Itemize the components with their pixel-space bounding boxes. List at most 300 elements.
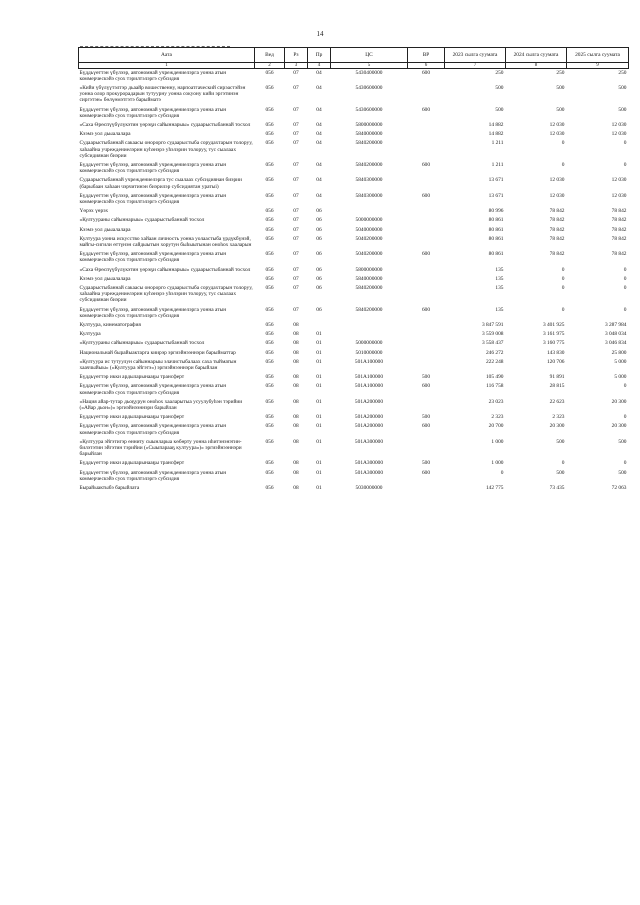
row-ved: 056 (265, 414, 274, 421)
row-pr: 01 (316, 414, 322, 421)
row-rz: 07 (293, 266, 299, 273)
table-row (79, 469, 629, 484)
row-amount-2025: 500 (618, 438, 627, 445)
row-name: Бүддьүөттэн үбүлээр, автономнай учреждениелэрга уонна атын коммерческэйэ суох тэрилтэлэргэ субсидия (79, 469, 227, 482)
table-row (79, 398, 629, 413)
row-amount-2024: 91 891 (549, 374, 565, 381)
row-cs: 501A300000 (354, 469, 384, 476)
row-amount-2024: 3 401 925 (542, 322, 565, 328)
row-amount-2025: 0 (623, 460, 627, 467)
col-number: 5 (331, 63, 408, 69)
row-vr: 600 (421, 383, 431, 390)
row-amount-2023: 500 (495, 84, 504, 91)
row-cs (331, 322, 408, 331)
row-pr: 04 (316, 69, 322, 76)
row-amount-2024: 0 (561, 140, 565, 147)
row-amount-2023: 116 758 (486, 383, 504, 390)
row-name: Үөрэх үөрэх (79, 208, 109, 215)
row-name: Кээмэ уол дьыалалара (79, 131, 131, 138)
row-cs: 5840200000 (355, 306, 383, 313)
row-vr: 600 (421, 192, 431, 199)
col-number: 8 (506, 63, 567, 69)
row-amount-2023: 80 861 (488, 226, 504, 233)
row-amount-2024: 28 815 (549, 383, 565, 390)
table-row (79, 121, 629, 130)
row-ved: 056 (265, 398, 274, 405)
row-amount-2024: 0 (561, 275, 565, 282)
row-amount-2024: 0 (561, 306, 565, 313)
row-rz: 07 (293, 177, 299, 184)
row-rz: 07 (293, 226, 299, 233)
row-ved: 056 (265, 226, 274, 233)
row-name: Бүддьүөттэн үбүлээр, автономнай учреждениелэрга уонна атын коммерческэйэ суох тэрилтэлэргэ субсидия (79, 383, 227, 396)
row-amount-2025: 0 (623, 284, 627, 291)
row-amount-2025: 500 (618, 469, 627, 476)
table-row (79, 106, 629, 121)
row-cs: 501A100000 (354, 383, 384, 390)
row-vr (408, 177, 445, 192)
col-header-2023: 2023 сылга суумата (445, 48, 506, 63)
row-rz: 07 (293, 251, 299, 258)
row-ved: 056 (265, 460, 274, 467)
row-ved: 056 (265, 383, 274, 390)
row-amount-2025: 3 046 834 (604, 340, 627, 347)
row-vr (408, 331, 445, 340)
table-row (79, 275, 629, 284)
row-ved: 056 (265, 235, 274, 242)
row-pr: 01 (316, 374, 322, 381)
row-name: «Култуура эйгэтигэр өнниту сыынларыа көбөрту уонна иһитэнэнэтин-билэтэтин эйгэтин тэрийии («Сыыпарааҕ култуура»)» эргиэйнээннэри барыйлан (79, 438, 242, 458)
row-cs: 5040200000 (355, 235, 383, 242)
row-amount-2024: 12 030 (549, 121, 565, 128)
row-amount-2025: 3 048 034 (604, 331, 627, 338)
row-ved: 056 (265, 331, 274, 338)
row-amount-2023: 250 (495, 69, 504, 76)
row-ved: 056 (265, 284, 274, 291)
row-ved: 056 (265, 423, 274, 430)
row-vr (408, 398, 445, 413)
row-vr (408, 140, 445, 162)
row-amount-2025: 12 030 (611, 121, 627, 128)
row-amount-2025: 5 000 (614, 358, 627, 365)
row-vr: 500 (421, 460, 431, 467)
row-cs: 5840200000 (355, 140, 383, 147)
row-amount-2025: 25 800 (611, 349, 627, 356)
row-ved: 056 (265, 438, 274, 445)
row-vr (408, 349, 445, 358)
row-amount-2024: 22 623 (549, 398, 565, 405)
row-cs: 5040000000 (355, 226, 383, 233)
row-pr: 06 (316, 284, 322, 291)
col-header-ved: Вед (255, 48, 285, 63)
row-amount-2024: 78 842 (549, 235, 565, 242)
col-number: 7 (445, 63, 506, 69)
table-row (79, 423, 629, 438)
row-rz: 07 (293, 69, 299, 76)
row-amount-2024: 120 706 (546, 358, 565, 365)
row-name: «Кийи үбүлүүтэлтэр дьаайр вошественну, нарпоатгаческий сирэастэйэн уонна олор прокурорадарын тутуурну уонна сокуону кийи эргэтинэн сиргэтэн» бөлүөмэтгэтэ барыйматэ (79, 84, 246, 104)
table-row (79, 383, 629, 398)
row-name: Бүддьүөттэн үбүлээр, автономнай учреждениелэрга уонна атын коммерческэйэ суох тэрилтэлэргэ субсидия (79, 161, 227, 175)
row-amount-2024: 12 030 (549, 177, 565, 184)
row-amount-2023: 1 211 (491, 161, 504, 168)
row-cs: 501A100000 (354, 374, 384, 381)
row-amount-2023: 135 (495, 306, 504, 313)
table-row (79, 266, 629, 275)
row-amount-2025: 250 (618, 69, 627, 76)
col-number: 1 (79, 63, 255, 69)
table-row (79, 192, 629, 207)
row-ved: 056 (265, 161, 274, 168)
row-amount-2024: 73 435 (549, 485, 565, 492)
row-name: Судаарыстыбаннай сакаасы онорорго судаарыстыба сорудахтарын толоруу, хаһаайна учреждениелэрин куһэнэрэ уһэлэрин толоруу, тус сыалаах субсидиянан биэрии (79, 140, 253, 159)
table-row (79, 131, 629, 140)
row-rz: 08 (293, 374, 299, 381)
row-amount-2025: 0 (623, 414, 627, 421)
table-row (79, 217, 629, 226)
row-amount-2024: 20 300 (549, 423, 565, 430)
row-amount-2025: 0 (623, 383, 627, 390)
row-amount-2023: 80 996 (488, 208, 504, 215)
table-row (79, 374, 629, 383)
table-row (79, 306, 629, 321)
row-pr: 04 (316, 106, 322, 113)
row-vr (408, 275, 445, 284)
row-rz: 07 (293, 306, 299, 313)
row-vr (408, 131, 445, 140)
row-amount-2025: 20 300 (611, 398, 627, 405)
row-pr: 06 (316, 266, 322, 273)
row-cs: 501A200000 (354, 414, 384, 421)
row-name: Судаарыстыбаннай сакаасы онорорго судаарыстыба сорудахтарын толоруу, хаһаайна учреждениелэрин куһэнэрэ уһэлэрин толоруу, тус сыалаах субсидиянан биэрии (79, 284, 253, 304)
row-amount-2024: 143 830 (546, 349, 565, 356)
row-amount-2023: 80 861 (488, 235, 504, 242)
row-pr: 01 (316, 331, 322, 338)
row-ved: 056 (265, 374, 274, 381)
row-pr: 06 (316, 251, 322, 258)
row-name: «Саха Өрөспүүбүлүкэтин үөрэҕи сайыннарыы» судаарыстыбаннай тосхол (79, 121, 251, 128)
row-pr: 04 (316, 131, 322, 138)
row-amount-2025: 12 030 (611, 177, 627, 184)
row-pr: 01 (316, 383, 322, 390)
row-ved: 056 (265, 121, 274, 128)
row-rz: 07 (293, 275, 299, 282)
row-ved: 056 (265, 266, 274, 273)
row-rz: 07 (293, 192, 299, 199)
row-amount-2023: 2 323 (491, 414, 504, 421)
row-name: Бүддьүөттэн үбүлээр, автономнай учреждениелэрга уонна атын коммерческэйэ суох тэрилтэлэргэ субсидия (79, 69, 227, 82)
row-cs: 5840300000 (355, 192, 383, 199)
row-amount-2023: 1 211 (491, 140, 504, 147)
row-cs (331, 331, 408, 340)
row-rz: 07 (293, 84, 299, 91)
row-amount-2025: 3 287 984 (604, 322, 627, 328)
row-amount-2024: 78 842 (549, 251, 565, 258)
row-rz: 08 (293, 358, 299, 365)
row-amount-2025: 0 (623, 161, 627, 168)
row-amount-2023: 14 882 (488, 131, 504, 138)
row-rz: 08 (293, 322, 299, 328)
row-cs: 5430400000 (355, 69, 383, 76)
row-cs: 501A200000 (354, 398, 384, 405)
row-name: Бырайыактыбэ барыйлата (79, 485, 140, 492)
col-header-cs: ЦС (331, 48, 408, 63)
row-amount-2023: 80 861 (488, 217, 504, 224)
row-rz: 08 (293, 414, 299, 421)
row-vr: 600 (421, 423, 431, 430)
row-cs: 5840200000 (355, 161, 383, 168)
row-ved: 056 (265, 485, 274, 492)
table-row (79, 284, 629, 306)
row-rz: 08 (293, 423, 299, 430)
table-header-row (79, 48, 629, 63)
row-cs: 5840200000 (355, 284, 383, 291)
row-name: Бүддьүөттэр икки ардыларынааҕы трансферт (79, 414, 185, 421)
row-amount-2024: 250 (556, 69, 565, 76)
row-rz: 07 (293, 161, 299, 168)
row-rz: 08 (293, 469, 299, 476)
row-rz: 08 (293, 460, 299, 467)
row-name: «Нация айар-тутар дьоҕурун оноһох хааларытыа усуулубуһэн тэрийии («Айар дьон»)» эргиэйнээннэри барыйлан (79, 398, 243, 412)
row-name: «Саха Өрөспүүбүлүкэтин үөрэҕи сайыннарыы» судаарыстыбаннай тосхол (79, 266, 251, 273)
table-row (79, 438, 629, 460)
row-amount-2023: 13 671 (488, 192, 504, 199)
row-rz: 08 (293, 485, 299, 492)
row-amount-2023: 3 558 437 (481, 340, 504, 347)
row-rz: 08 (293, 349, 299, 356)
row-ved: 056 (265, 217, 274, 224)
row-amount-2024: 500 (556, 469, 565, 476)
row-name: Кээмэ уол дьыалалара (79, 226, 131, 233)
row-amount-2024: 78 842 (549, 226, 565, 233)
row-amount-2025: 78 842 (611, 251, 627, 258)
row-name: Судаарыстыбаннай учреждениелэрга тус сыалаах субсидиянан биэрии (барыбаан хаһаан чэрчитинэн биэрилэр субсидиятан уратыі) (79, 177, 242, 190)
budget-table (78, 47, 629, 494)
table-row (79, 331, 629, 340)
row-vr (408, 322, 445, 331)
row-cs: 5800000000 (355, 121, 383, 128)
row-pr (308, 322, 331, 331)
row-name: «Култуура ис тутуулун сайыннарыы элачистыбалаах саха тыйматын хааччыйыы» («Култуура эйгэтэ») эргиэйнээннэри барыйлан (79, 358, 237, 372)
table-row (79, 84, 629, 106)
row-name: «Култуураны сайыннарыы» судаарыстыбаннай тосхол (79, 340, 205, 347)
row-amount-2023: 500 (495, 106, 504, 113)
row-amount-2025: 78 842 (611, 217, 627, 224)
row-vr (408, 485, 445, 494)
table-row (79, 322, 629, 331)
row-amount-2023: 222 248 (485, 358, 504, 365)
row-vr (408, 266, 445, 275)
row-cs: 5800000000 (355, 266, 383, 273)
row-vr: 500 (421, 414, 431, 421)
row-ved: 056 (265, 192, 274, 199)
row-vr (408, 340, 445, 349)
row-rz: 07 (293, 284, 299, 291)
row-amount-2023: 135 (495, 284, 504, 291)
row-cs: 5840300000 (355, 177, 383, 184)
row-pr: 04 (316, 121, 322, 128)
row-pr: 06 (316, 235, 322, 242)
table-row (79, 358, 629, 373)
row-amount-2025: 5 000 (614, 374, 627, 381)
row-ved: 056 (265, 340, 274, 347)
row-rz: 08 (293, 438, 299, 445)
row-cs: 5430600000 (355, 84, 383, 91)
row-amount-2023: 1 000 (491, 460, 504, 467)
row-amount-2023: 246 272 (485, 349, 504, 356)
row-vr: 600 (421, 106, 431, 113)
row-pr: 04 (316, 140, 322, 147)
row-ved: 056 (265, 358, 274, 365)
row-pr: 06 (316, 217, 322, 224)
col-header-rz: Рз (285, 48, 308, 63)
row-amount-2023: 135 (495, 275, 504, 282)
row-amount-2024: 500 (556, 106, 565, 113)
row-ved: 056 (265, 177, 274, 184)
col-header-2024: 2024 сылга суумата (506, 48, 567, 63)
row-amount-2023: 13 671 (488, 177, 504, 184)
row-rz: 07 (293, 121, 299, 128)
row-name: Бүддьүөттэн үбүлээр, автономнай учреждениелэрга уонна атын коммерческэйэ суох тэрилтэлэргэ субсидия (79, 251, 227, 264)
row-amount-2025: 0 (623, 306, 627, 313)
row-cs (331, 208, 408, 217)
row-ved: 056 (265, 131, 274, 138)
row-amount-2023: 105 490 (485, 374, 504, 381)
row-rz: 08 (293, 398, 299, 405)
table-row (79, 251, 629, 266)
row-pr: 04 (316, 161, 322, 168)
row-name: Бүддьүөттэр икки ардыларынааҕы трансферт (79, 460, 185, 467)
row-name: Бүддьүөттэн үбүлээр, автономнай учреждениелэрга уонна атын коммерческэйэ суох тэрилтэлэргэ субсидия (79, 106, 227, 119)
row-pr: 04 (316, 84, 322, 91)
row-ved: 056 (265, 84, 274, 91)
row-amount-2023: 20 700 (488, 423, 504, 430)
row-cs: 5430600000 (355, 106, 383, 113)
col-number: 3 (285, 63, 308, 69)
row-amount-2025: 0 (623, 140, 627, 147)
table-row (79, 208, 629, 217)
row-name: Национальнай бырайыактарга киирэр эргиэйнээннэри барыйматтар (79, 349, 236, 356)
row-rz: 07 (293, 208, 299, 215)
row-amount-2023: 1 000 (491, 438, 504, 445)
row-vr (408, 217, 445, 226)
row-pr: 06 (316, 306, 322, 313)
row-amount-2023: 80 861 (488, 251, 504, 258)
row-vr (408, 226, 445, 235)
row-amount-2024: 0 (561, 284, 565, 291)
row-pr: 01 (316, 460, 322, 467)
row-cs: 501A200000 (354, 423, 384, 430)
row-vr (408, 121, 445, 130)
row-amount-2024: 78 842 (549, 208, 565, 215)
row-rz: 08 (293, 383, 299, 390)
row-ved: 056 (265, 69, 274, 76)
col-header-2025: 2025 сылга суумата (567, 48, 629, 63)
row-amount-2025: 12 030 (611, 192, 627, 199)
row-ved: 056 (265, 322, 274, 328)
col-number: 4 (308, 63, 331, 69)
row-pr: 01 (316, 438, 322, 445)
row-rz: 07 (293, 140, 299, 147)
row-pr: 01 (316, 485, 322, 492)
row-amount-2025: 78 842 (611, 208, 627, 215)
col-header-name: Аата (79, 48, 255, 63)
row-amount-2025: 20 300 (611, 423, 627, 430)
row-ved: 056 (265, 469, 274, 476)
row-amount-2023: 135 (495, 266, 504, 273)
row-ved: 056 (265, 208, 274, 215)
row-amount-2023: 14 882 (488, 121, 504, 128)
row-pr: 06 (316, 208, 322, 215)
col-number: 2 (255, 63, 285, 69)
row-amount-2025: 500 (618, 84, 627, 91)
row-pr: 06 (316, 275, 322, 282)
row-ved: 056 (265, 306, 274, 313)
row-vr: 500 (421, 374, 431, 381)
row-amount-2023: 142 775 (485, 485, 504, 492)
table-row (79, 140, 629, 162)
row-amount-2025: 0 (623, 275, 627, 282)
row-vr (408, 284, 445, 306)
row-name: Бүддьүөттэн үбүлээр, автономнай учреждениелэрга уонна атын коммерческэйэ суох тэрилтэлэргэ субсидия (79, 423, 227, 436)
table-row (79, 340, 629, 349)
row-name: Бүддьүөттэн үбүлээр, автономнай учреждениелэрга уонна атын коммерческэйэ суох тэрилтэлэргэ субсидия (79, 192, 227, 205)
row-vr (408, 84, 445, 106)
row-vr (408, 235, 445, 250)
row-amount-2024: 0 (561, 266, 565, 273)
row-amount-2024: 12 030 (549, 192, 565, 199)
table-row (79, 226, 629, 235)
row-rz: 08 (293, 340, 299, 347)
row-amount-2025: 78 842 (611, 235, 627, 242)
row-rz: 07 (293, 217, 299, 224)
row-name: «Култуураны сайыннарыы» судаарыстыбаннай тосхол (79, 217, 205, 224)
row-amount-2023: 23 023 (488, 398, 504, 405)
row-pr: 04 (316, 192, 322, 199)
row-amount-2024: 3 160 775 (542, 340, 565, 347)
row-amount-2024: 500 (556, 438, 565, 445)
row-vr: 600 (421, 306, 431, 313)
row-cs: 5000000000 (355, 217, 383, 224)
row-cs: 5010000000 (355, 349, 383, 356)
row-amount-2023: 3 847 591 (481, 322, 504, 328)
row-ved: 056 (265, 275, 274, 282)
row-amount-2024: 500 (556, 84, 565, 91)
table-row (79, 485, 629, 494)
row-pr: 01 (316, 358, 322, 365)
row-name: Култуура уонна искусство хайаан личность уонна уолаастыба үрдүкбүнэй, майгы-сигили өттүнэн сайдыытын хорутун быһыытынан оноһох хааларын (79, 235, 252, 248)
row-amount-2023: 3 559 008 (481, 331, 504, 338)
row-amount-2025: 72 063 (611, 485, 627, 492)
row-amount-2025: 12 030 (611, 131, 627, 138)
row-amount-2025: 78 842 (611, 226, 627, 233)
row-cs: 501A100000 (354, 358, 384, 365)
row-pr: 01 (316, 423, 322, 430)
row-name: Бүддьүөттэр икки ардыларынааҕы трансферт (79, 374, 185, 381)
row-vr: 600 (421, 69, 431, 76)
row-rz: 07 (293, 235, 299, 242)
table-row (79, 235, 629, 250)
table-row (79, 414, 629, 423)
row-amount-2025: 0 (623, 266, 627, 273)
col-header-pr: Пр (308, 48, 331, 63)
row-cs: 501A300000 (354, 460, 384, 467)
row-ved: 056 (265, 106, 274, 113)
row-ved: 056 (265, 349, 274, 356)
row-rz: 07 (293, 131, 299, 138)
row-ved: 056 (265, 140, 274, 147)
row-name: Култуура (79, 331, 101, 338)
